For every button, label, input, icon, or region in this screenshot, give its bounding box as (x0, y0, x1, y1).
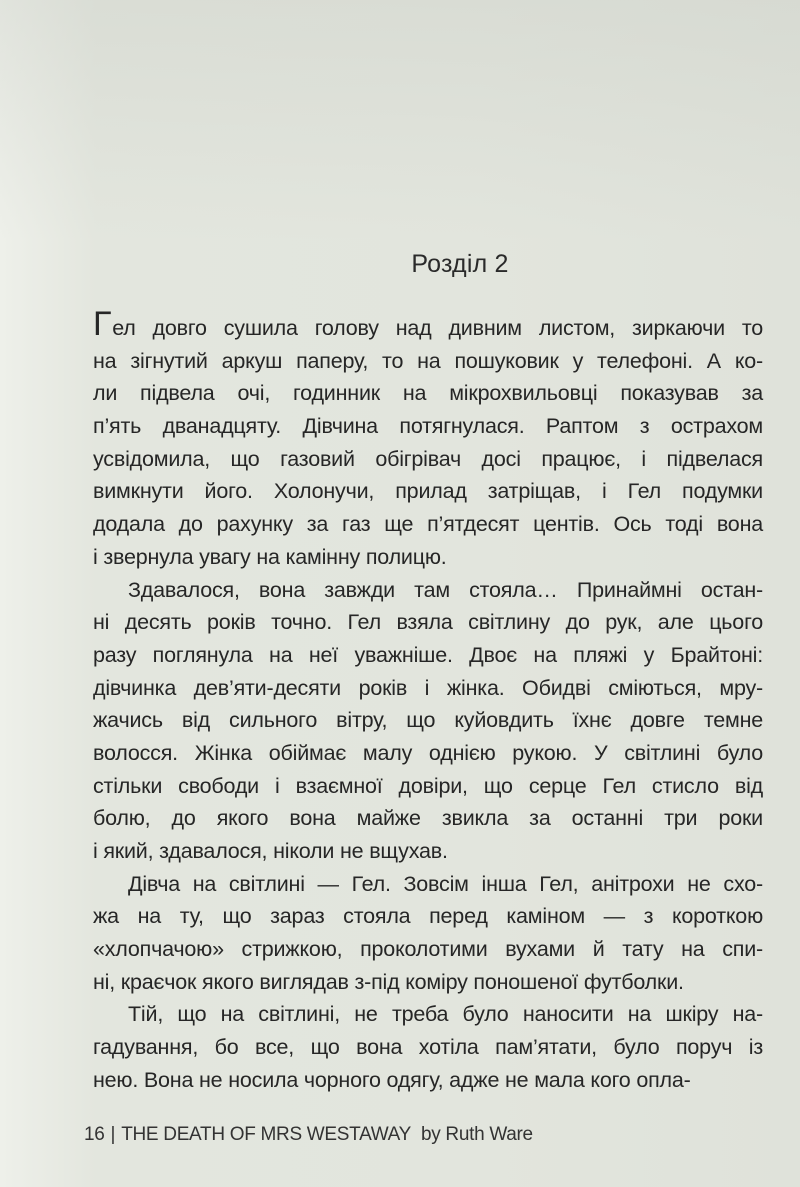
text-line (93, 998, 763, 1031)
line-text: разу поглянула на неї уважніше. Двоє на пляжі у Брайтоні: (93, 642, 763, 667)
text-line (93, 900, 763, 933)
paragraph (93, 868, 763, 999)
text-line (93, 377, 763, 410)
text-line (93, 737, 763, 770)
line-text: і який, здавалося, ніколи не вщухав. (93, 839, 448, 863)
author: by Ruth Ware (420, 1124, 533, 1145)
line-text: дівчинка дев’яти-десяти років і жінка. Обидві сміються, мру- (93, 675, 763, 700)
text-line (93, 933, 763, 966)
paragraph (93, 574, 763, 868)
line-text: жа на ту, що зараз стояла перед каміном — з короткою (93, 904, 763, 929)
text-line (93, 868, 763, 901)
line-text: «хлопчачою» стрижкою, проколотими вухами й тату на спи- (93, 937, 763, 962)
footer-separator: | (110, 1124, 116, 1145)
text-line (93, 305, 763, 345)
line-text: вимкнути його. Холонучи, прилад затріщав, і Гел подумки (93, 479, 763, 504)
text-line (93, 704, 763, 737)
line-text: ні, краєчок якого виглядав з-під коміру поношеної футболки. (93, 969, 684, 994)
bleed-through-shadow (0, 0, 800, 240)
chapter-body (93, 305, 763, 1097)
line-text: ли підвела очі, годинник на мікрохвильовці показував за (93, 381, 763, 406)
line-text: стільки свободи і взаємної довіри, що серце Гел стисло від (93, 773, 763, 798)
line-text: гадування, бо все, що вона хотіла пам’ятати, було поруч із (93, 1035, 763, 1060)
line-text: Дівча на світлині — Гел. Зовсім інша Гел, анітрохи не схо- (128, 871, 763, 896)
line-text: нею. Вона не носила чорного одягу, адже не мала кого опла- (93, 1067, 691, 1092)
text-line (93, 1031, 763, 1064)
line-text: ел довго сушила голову над дивним листом, зиркаючи то (112, 316, 763, 340)
text-line (93, 802, 763, 835)
chapter-title: Розділ 2 (411, 250, 509, 278)
text-line (93, 443, 763, 476)
line-text: п’ять дванадцяту. Дівчина потягнулася. Раптом з острахом (93, 414, 763, 439)
text-line (93, 508, 763, 541)
text-line (93, 574, 763, 607)
text-line (93, 672, 763, 705)
text-line (93, 770, 763, 803)
line-text: Тій, що на світлині, не треба було наносити на шкіру на- (128, 1002, 763, 1027)
page-footer (84, 1124, 533, 1146)
line-text: на зігнутий аркуш паперу, то на пошуковик у телефоні. А ко- (93, 348, 763, 373)
text-line (93, 835, 763, 868)
text-line (93, 1064, 763, 1097)
text-line (93, 410, 763, 443)
paragraph (93, 305, 763, 574)
line-text: і звернула увагу на камінну полицю. (93, 544, 447, 569)
book-title: THE DEATH OF MRS WESTAWAY (121, 1124, 411, 1145)
text-line (93, 966, 763, 999)
text-line (93, 345, 763, 378)
line-text: додала до рахунку за газ ще п’ятдесят центів. Ось тоді вона (93, 512, 763, 537)
line-text: усвідомила, що газовий обігрівач досі працює, і підвелася (93, 446, 763, 471)
text-line (93, 475, 763, 508)
line-text: ні десять років точно. Гел взяла світлину до рук, але цього (93, 610, 763, 635)
line-text: болю, до якого вона майже звикла за останні три роки (93, 806, 763, 831)
drop-cap: Г (93, 305, 112, 343)
text-line (93, 639, 763, 672)
text-line (93, 606, 763, 639)
line-text: Здавалося, вона завжди там стояла… Принаймні остан- (128, 577, 763, 602)
text-line (93, 541, 763, 574)
line-text: волосся. Жінка обіймає малу однією рукою. У світлині було (93, 740, 763, 765)
paragraph (93, 998, 763, 1096)
page-number: 16 (84, 1124, 105, 1145)
line-text: жачись від сильного вітру, що куйовдить їхнє довге темне (93, 708, 763, 733)
